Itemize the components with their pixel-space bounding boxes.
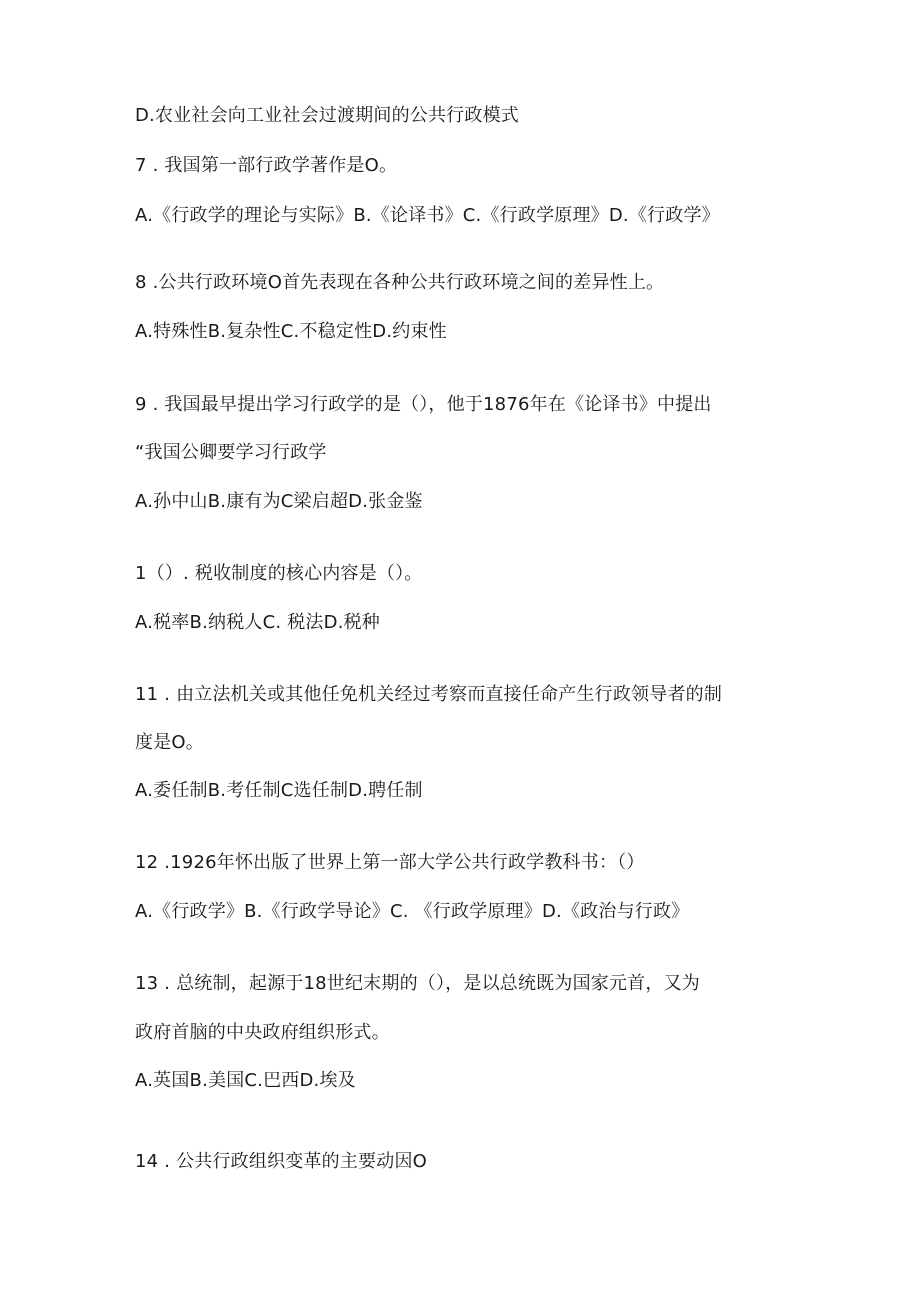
question-13: 13 . 总统制，起源于18世纪末期的（），是以总统既为国家元首，又为 bbox=[135, 973, 700, 994]
question-11: 11 . 由立法机关或其他任免机关经过考察而直接任命产生行政领导者的制 bbox=[135, 684, 723, 705]
options-q8: A.特殊性B.复杂性C.不稳定性D.约束性 bbox=[135, 321, 447, 342]
options-q11: A.委任制B.考任制C选任制D.聘任制 bbox=[135, 780, 423, 801]
question-10: 1（）. 税收制度的核心内容是（）。 bbox=[135, 563, 423, 584]
question-8: 8 .公共行政环境O首先表现在各种公共行政环境之间的差异性上。 bbox=[135, 272, 665, 293]
question-14: 14 . 公共行政组织变革的主要动因O bbox=[135, 1151, 428, 1172]
options-q13: A.英国B.美国C.巴西D.埃及 bbox=[135, 1070, 356, 1091]
options-q10: A.税率B.纳税人C. 税法D.税种 bbox=[135, 612, 380, 633]
options-q7: A.《行政学的理论与实际》B.《论译书》C.《行政学原理》D.《行政学》 bbox=[135, 205, 720, 226]
options-q12: A.《行政学》B.《行政学导论》C. 《行政学原理》D.《政治与行政》 bbox=[135, 901, 690, 922]
option-line-q6-d: D.农业社会向工业社会过渡期间的公共行政模式 bbox=[135, 105, 519, 126]
question-13-continued: 政府首脑的中央政府组织形式。 bbox=[135, 1022, 390, 1043]
question-12: 12 .1926年怀出版了世界上第一部大学公共行政学教科书：（） bbox=[135, 852, 645, 873]
question-9-continued: “我国公卿要学习行政学 bbox=[135, 442, 327, 463]
question-7: 7 . 我国第一部行政学著作是O。 bbox=[135, 155, 398, 176]
question-11-continued: 度是O。 bbox=[135, 732, 204, 753]
question-9: 9 . 我国最早提出学习行政学的是（），他于1876年在《论译书》中提出 bbox=[135, 394, 712, 415]
options-q9: A.孙中山B.康有为C梁启超D.张金鉴 bbox=[135, 491, 423, 512]
